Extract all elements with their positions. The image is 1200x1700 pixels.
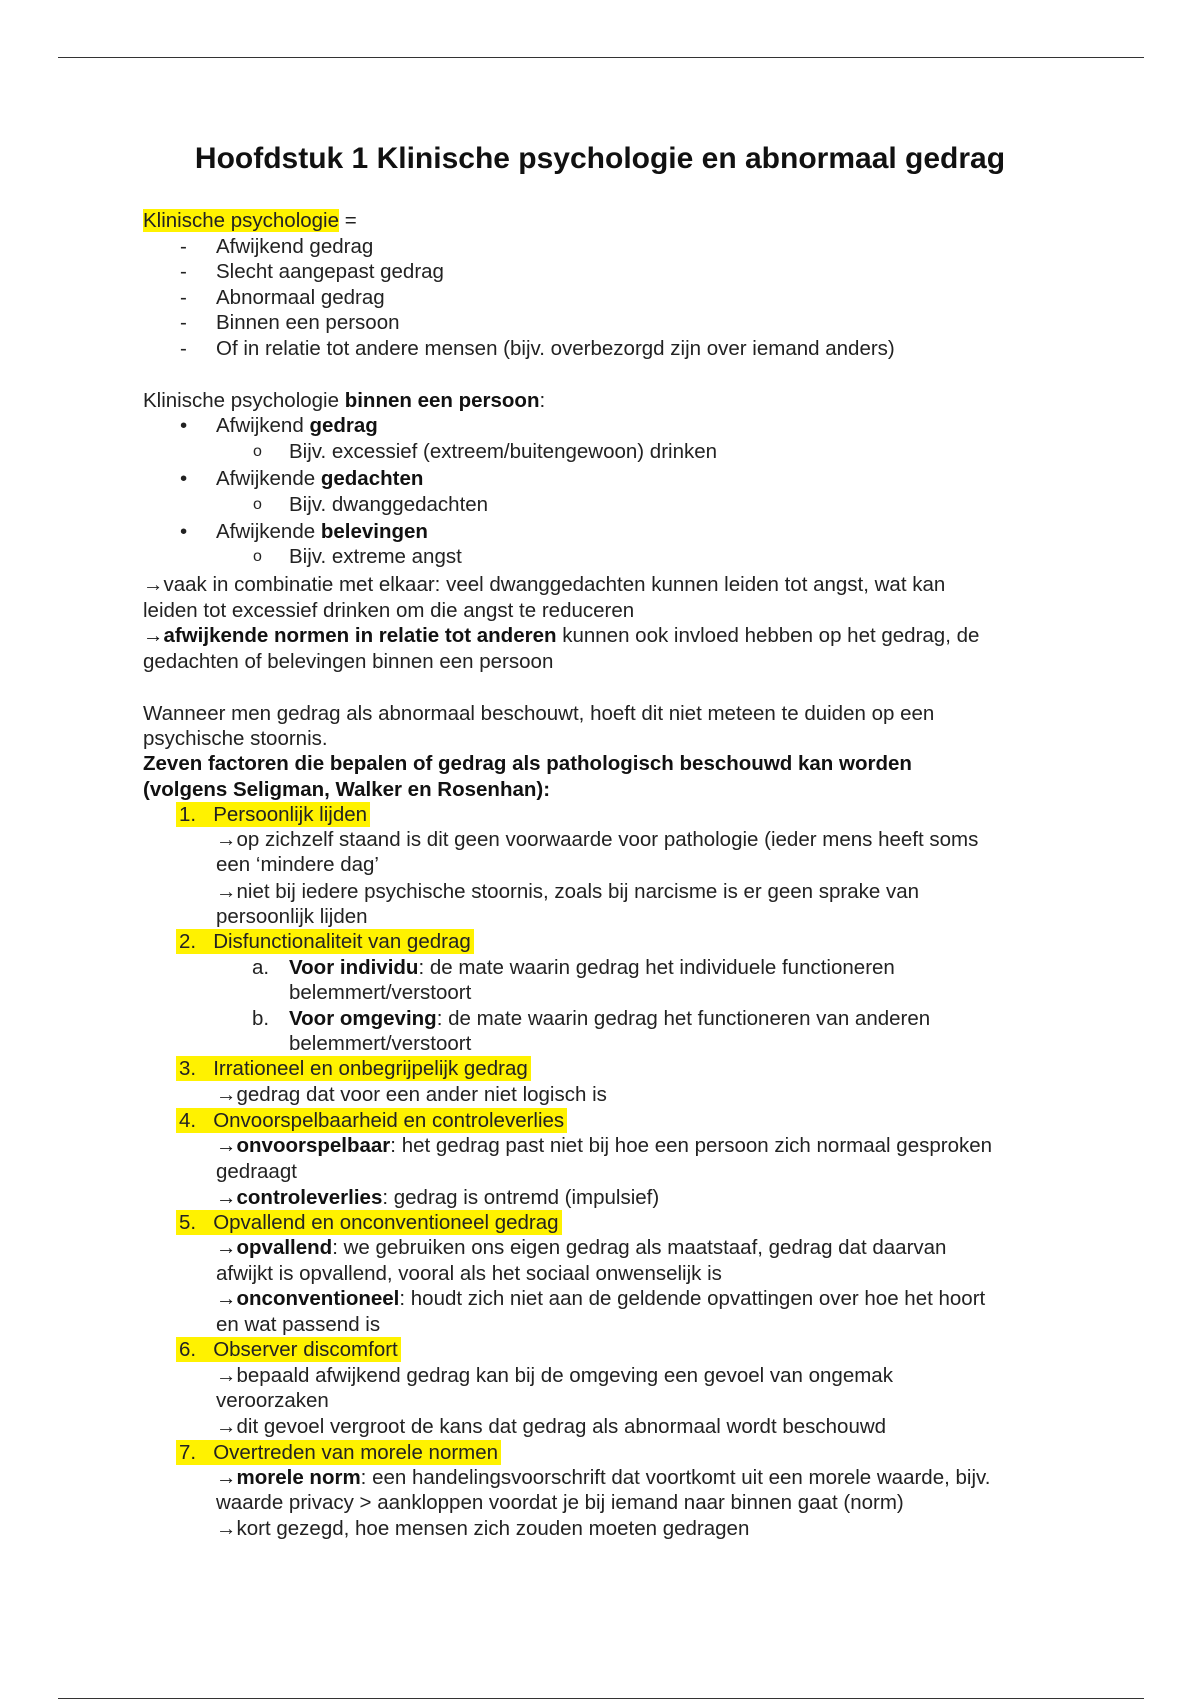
definition-heading: Klinische psychologie =	[143, 209, 357, 232]
bold-heading: Zeven factoren die bepalen of gedrag als pathologisch beschouwd kan worden	[143, 752, 912, 775]
bullet-marker: •	[180, 414, 188, 437]
highlight-term: Klinische psychologie	[143, 209, 340, 232]
factor-note: →kort gezegd, hoe mensen zich zouden moeten gedragen	[216, 1517, 750, 1540]
factor-note-cont: waarde privacy > aankloppen voordat je bij iemand naar binnen gaat (norm)	[216, 1491, 904, 1514]
dash-marker: -	[180, 260, 187, 283]
binnen-intro: Klinische psychologie binnen een persoon:	[143, 389, 546, 412]
top-rule	[58, 57, 1144, 58]
factor-note: →bepaald afwijkend gedrag kan bij de omgeving een gevoel van ongemak	[216, 1364, 893, 1387]
circle-marker: o	[253, 443, 262, 460]
bottom-rule	[58, 1698, 1144, 1699]
bold-heading-cont: (volgens Seligman, Walker en Rosenhan):	[143, 778, 551, 801]
paragraph: Wanneer men gedrag als abnormaal beschouwt, hoeft dit niet meteen te duiden op een	[143, 702, 935, 725]
circle-marker: o	[253, 496, 262, 513]
factor-note: →niet bij iedere psychische stoornis, zoals bij narcisme is er geen sprake van	[216, 880, 920, 903]
factor-note-cont: persoonlijk lijden	[216, 905, 368, 928]
arrow-note: →vaak in combinatie met elkaar: veel dwanggedachten kunnen leiden tot angst, wat kan	[143, 573, 946, 596]
bullet-marker: •	[180, 467, 188, 490]
factor-note: →gedrag dat voor een ander niet logisch is	[216, 1083, 607, 1106]
dash-marker: -	[180, 235, 187, 258]
arrow-note-cont: gedachten of belevingen binnen een persoon	[143, 650, 554, 673]
sub-factor-cont: belemmert/verstoort	[289, 1032, 472, 1055]
factor-note: →controleverlies: gedrag is ontremd (impulsief)	[216, 1186, 660, 1209]
factor-note: →onconventioneel: houdt zich niet aan de geldende opvattingen over hoe het hoort	[216, 1287, 986, 1310]
dash-marker: -	[180, 337, 187, 360]
factor-note-cont: en wat passend is	[216, 1313, 381, 1336]
bullet-marker: •	[180, 520, 188, 543]
sub-factor-cont: belemmert/verstoort	[289, 981, 472, 1004]
page-title: Hoofdstuk 1 Klinische psychologie en abnormaal gedrag	[194, 142, 1006, 175]
dash-marker: -	[180, 311, 187, 334]
circle-marker: o	[253, 548, 262, 565]
factor-note-cont: afwijkt is opvallend, vooral als het sociaal onwenselijk is	[216, 1262, 722, 1285]
factor-note: →onvoorspelbaar: het gedrag past niet bij hoe een persoon zich normaal gesproken	[216, 1134, 993, 1157]
factor-note: →morele norm: een handelingsvoorschrift dat voortkomt uit een morele waarde, bijv.	[216, 1466, 991, 1489]
factor-note-cont: gedraagt	[216, 1160, 297, 1183]
factor-note: →op zichzelf staand is dit geen voorwaarde voor pathologie (ieder mens heeft soms	[216, 828, 979, 851]
dash-marker: -	[180, 286, 187, 309]
arrow-note: →afwijkende normen in relatie tot anderen kunnen ook invloed hebben op het gedrag, de	[143, 624, 980, 647]
paragraph-cont: psychische stoornis.	[143, 727, 328, 750]
factor-note-cont: een ‘mindere dag’	[216, 853, 379, 876]
arrow-note-cont: leiden tot excessief drinken om die angst te reduceren	[143, 599, 635, 622]
factor-note: →opvallend: we gebruiken ons eigen gedrag als maatstaaf, gedrag dat daarvan	[216, 1236, 947, 1259]
factor-note: →dit gevoel vergroot de kans dat gedrag als abnormaal wordt beschouwd	[216, 1415, 887, 1438]
factor-note-cont: veroorzaken	[216, 1389, 329, 1412]
